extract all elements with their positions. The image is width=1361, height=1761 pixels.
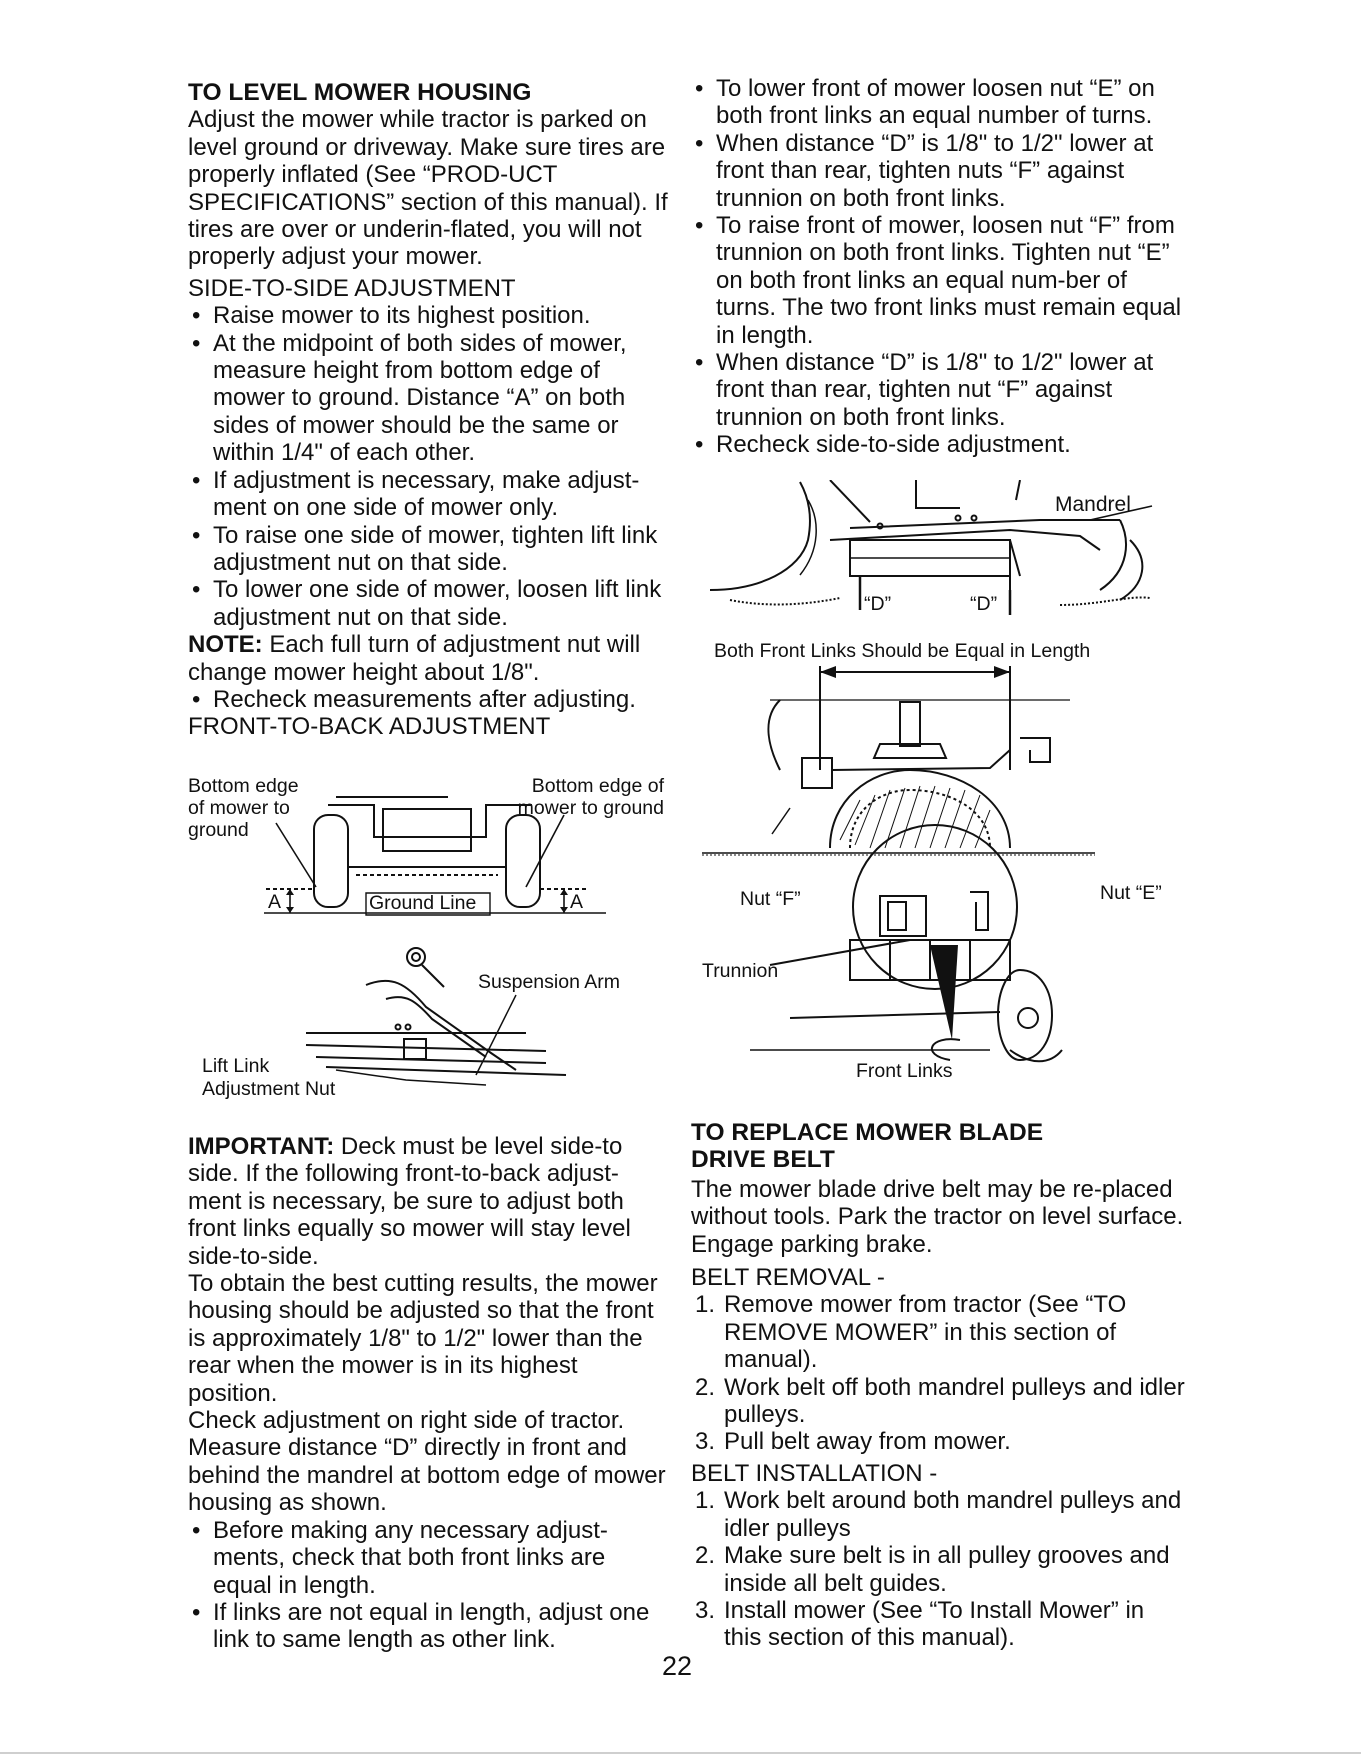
bullet-item: • To lower one side of mower, loosen lift link adjustment nut on that side. <box>188 576 668 631</box>
belt-installation-steps <box>691 1487 1186 1651</box>
installation-step <box>691 1487 1186 1542</box>
step-text: Work belt off both mandrel pulleys and idler pulleys. <box>724 1373 1185 1429</box>
step-number: 2. <box>695 1542 716 1570</box>
bullet-item: • To lower front of mower loosen nut “E” on both front links an equal number of turns. <box>691 75 1186 130</box>
right-column-bottom <box>691 1119 1186 1652</box>
bottom-edge-label-right: Bottom edge of mower to ground <box>517 775 664 819</box>
obtain-paragraph: To obtain the best cutting results, the mower housing should be adjusted so that the front is approximately 1/8" to 1/2" lower than the rear when the mower is in its highest position. <box>188 1270 658 1407</box>
left-column-bottom <box>188 1133 668 1654</box>
bullet-item: • When distance “D” is 1/8" to 1/2" lower at front than rear, tighten nut “F” against trunnion on both front links. <box>691 349 1186 431</box>
removal-step <box>691 1291 1186 1373</box>
bullet-item: • At the midpoint of both sides of mower, measure height from bottom edge of mower to ground. Distance “A” on both sides of mower should be the same or within 1/4" of each other. <box>188 330 668 467</box>
front-links-caption: Both Front Links Should be Equal in Length <box>714 640 1091 662</box>
ground-line-figure <box>186 775 666 927</box>
left-column-top <box>188 79 668 741</box>
bullet-item: • To raise one side of mower, tighten lift link adjustment nut on that side. <box>188 522 668 577</box>
bullet-item: • Recheck measurements after adjusting. <box>188 686 668 713</box>
step-text: Pull belt away from mower. <box>724 1428 1011 1456</box>
nut-f-label: Nut “F” <box>740 888 801 910</box>
replace-belt-paragraph: The mower blade drive belt may be re-placed without tools. Park the tractor on level surface. Engage parking brake. <box>691 1175 1184 1258</box>
suspension-arm-label: Suspension Arm <box>478 971 620 993</box>
belt-removal-steps <box>691 1291 1186 1455</box>
step-text: Make sure belt is in all pulley grooves and inside all belt guides. <box>724 1542 1170 1597</box>
right-column-top <box>691 75 1186 459</box>
nut-e-label: Nut “E” <box>1100 882 1162 904</box>
note-paragraph <box>188 631 668 686</box>
distance-d-right: “D” <box>970 593 998 615</box>
mandrel-label: Mandrel <box>1055 493 1131 516</box>
ground-line-label: Ground Line <box>369 892 477 914</box>
bullet-item: • To raise front of mower, loosen nut “F” from trunnion on both front links. Tighten nut “E” on both front links an equal num-ber of turns. The two front links must remain equal in length. <box>691 212 1186 349</box>
bullet-item: • Raise mower to its highest position. <box>188 302 668 329</box>
step-text: Remove mower from tractor (See “TO REMOVE MOWER” in this section of manual). <box>724 1291 1127 1374</box>
step-number: 3. <box>695 1428 716 1456</box>
page-number: 22 <box>662 1651 693 1681</box>
important-text: Deck must be level side-to side. If the following front-to-back adjust-ment is necessary, be sure to adjust both front links equally so mower will stay level side-to-side. <box>188 1133 631 1270</box>
bullet-item: • When distance “D” is 1/8" to 1/2" lower at front than rear, tighten nuts “F” against trunnion on both front links. <box>691 130 1186 212</box>
side-heading: SIDE-TO-SIDE ADJUSTMENT <box>188 274 516 302</box>
belt-removal-heading: BELT REMOVAL - <box>691 1264 885 1292</box>
step-number: 1. <box>695 1487 716 1515</box>
recheck-list <box>188 686 668 713</box>
front-back-heading: FRONT-TO-BACK ADJUSTMENT <box>188 713 551 741</box>
adjustment-nut-label: Adjustment Nut <box>202 1078 336 1100</box>
belt-installation-heading: BELT INSTALLATION - <box>691 1459 938 1487</box>
installation-step <box>691 1597 1186 1652</box>
side-bullet-list <box>188 302 668 631</box>
note-text: Each full turn of adjustment nut will change mower height about 1/8". <box>188 631 641 686</box>
distance-a-right: A <box>570 891 584 913</box>
bullet-item: • If adjustment is necessary, make adjust-ment on one side of mower only. <box>188 467 668 522</box>
bullet-item: • Before making any necessary adjust-ments, check that both front links are equal in length. <box>188 1517 668 1599</box>
right-bullet-list <box>691 75 1186 459</box>
removal-step <box>691 1428 1186 1455</box>
replace-belt-heading: TO REPLACE MOWER BLADE DRIVE BELT <box>691 1119 1044 1174</box>
removal-step <box>691 1374 1186 1429</box>
note-label: NOTE: <box>188 631 263 659</box>
step-number: 1. <box>695 1291 716 1319</box>
distance-d-left: “D” <box>864 593 892 615</box>
level-paragraph: Adjust the mower while tractor is parked on level ground or driveway. Make sure tires are properly inflated (See “PROD-UCT SPECIFICATIONS” section of this manual). If tires are over or underin-flated, you will not properly adjust your mower. <box>188 106 668 271</box>
check-paragraph: Check adjustment on right side of tractor. Measure distance “D” directly in front and behind the mandrel at bottom edge of mower housing as shown. <box>188 1407 666 1517</box>
front-links-drawing <box>690 640 1180 1100</box>
installation-step <box>691 1542 1186 1597</box>
bullet-item: • Recheck side-to-side adjustment. <box>691 431 1186 458</box>
bullet-item: • If links are not equal in length, adjust one link to same length as other link. <box>188 1599 668 1654</box>
mandrel-figure <box>700 480 1170 620</box>
important-label: IMPORTANT: <box>188 1133 335 1160</box>
front-back-bullet-list <box>188 1517 668 1654</box>
distance-a-left: A <box>268 891 282 913</box>
front-links-figure <box>690 640 1180 1100</box>
step-text: Work belt around both mandrel pulleys and idler pulleys <box>724 1487 1182 1542</box>
front-links-label: Front Links <box>856 1060 953 1082</box>
step-text: Install mower (See “To Install Mower” in this section of this manual). <box>724 1596 1145 1652</box>
trunnion-label: Trunnion <box>702 960 779 982</box>
page-bottom-rule <box>0 1752 1361 1754</box>
lift-link-figure <box>186 935 666 1105</box>
level-heading: TO LEVEL MOWER HOUSING <box>188 79 532 106</box>
important-paragraph <box>188 1133 668 1270</box>
step-number: 3. <box>695 1596 716 1624</box>
lift-link-label: Lift Link <box>202 1055 270 1077</box>
step-number: 2. <box>695 1373 716 1401</box>
bottom-edge-label-left: Bottom edge of mower to ground <box>188 775 299 841</box>
